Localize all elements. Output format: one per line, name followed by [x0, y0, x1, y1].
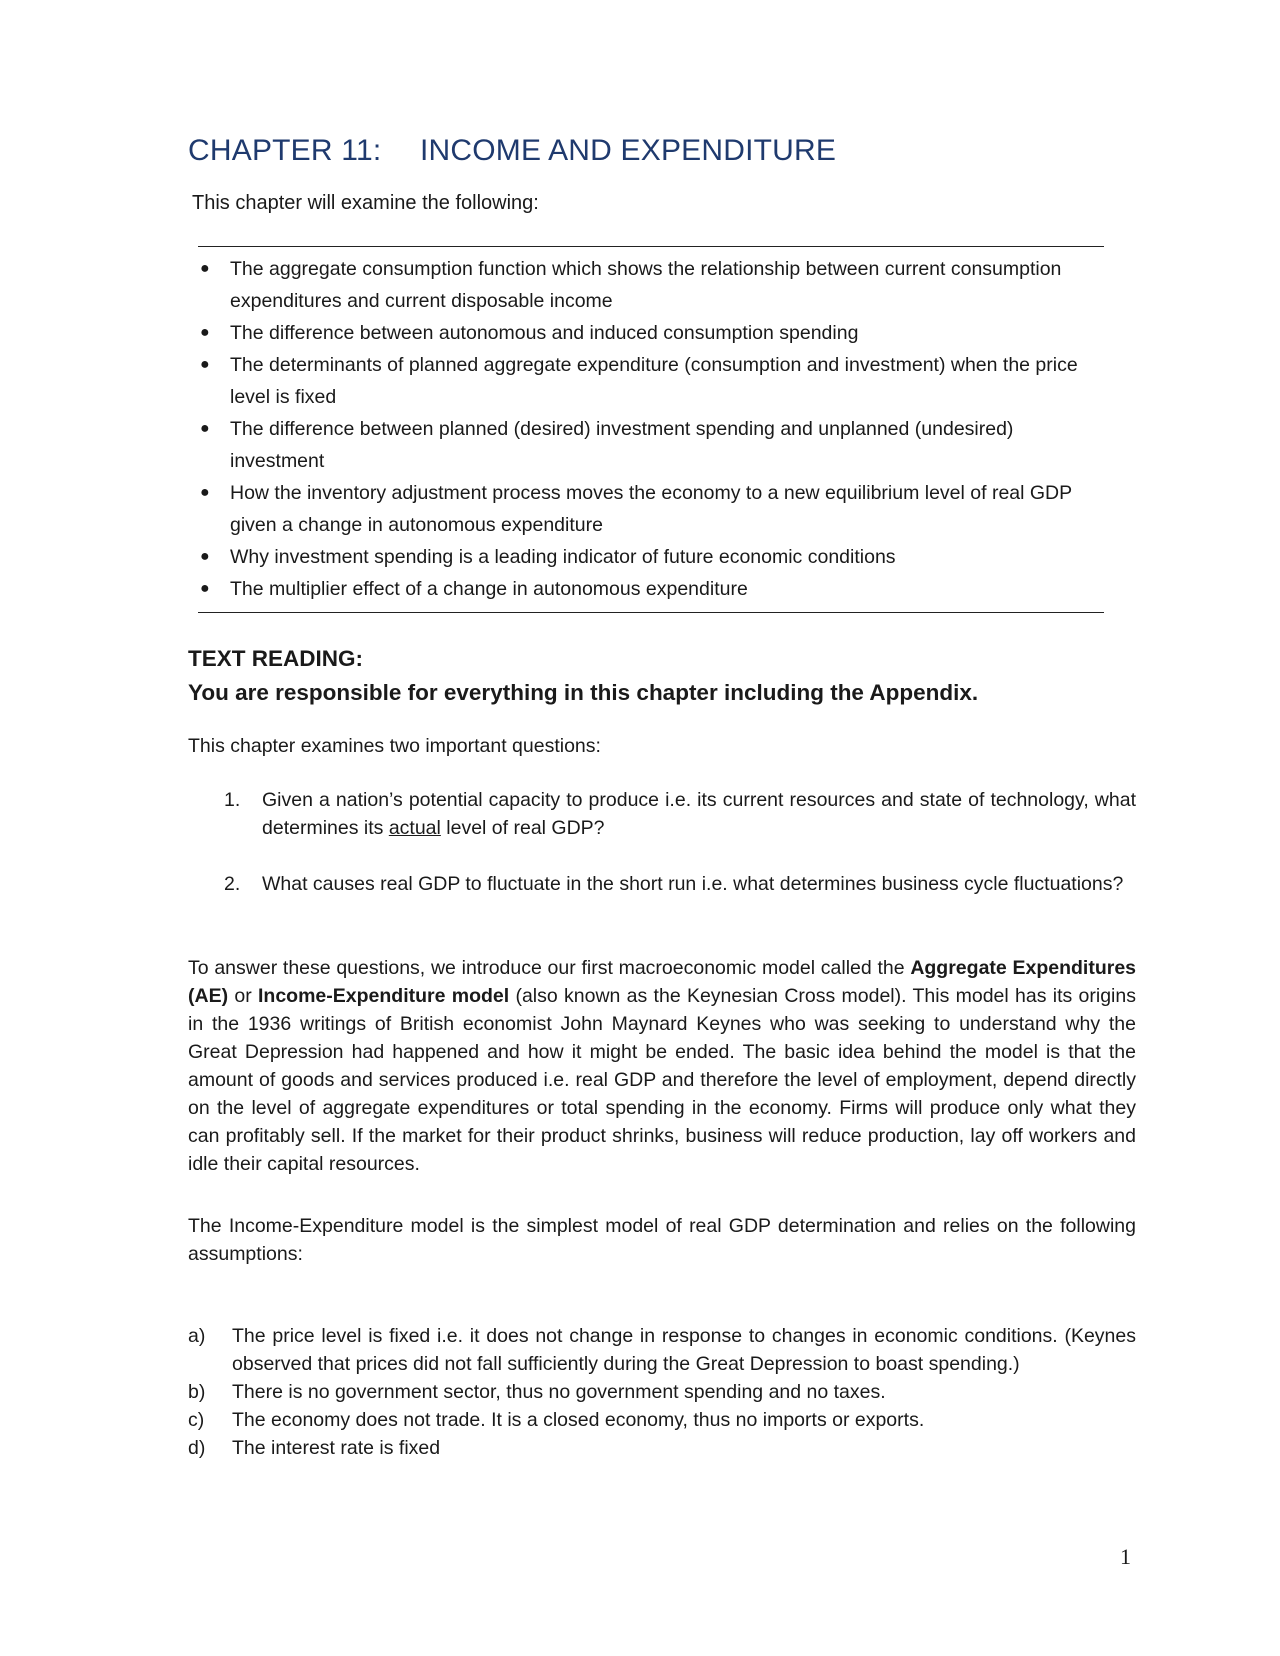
model-text: (also known as the Keynesian Cross model). This model has its origins in the 1936 writings of British economist John Maynard Keynes who was seeking to understand why the Great Depression had happened and how it might be ended. The basic idea behind the model is that the amount of goods and services produced i.e. real GDP and therefore the level of employment, depend directly on the level of aggregate expenditures or total spending in the economy. Firms will produce only what they can profitably sell. If the market for their product shrinks, business will reduce production, lay off workers and idle their capital resources. — [188, 985, 1136, 1175]
objective-item — [198, 413, 1104, 477]
text-reading-heading: TEXT READING: — [188, 646, 364, 671]
assumption-item — [188, 1322, 1136, 1378]
question-number: 2. — [224, 873, 241, 895]
bullet-icon: ● — [200, 356, 210, 373]
model-text: To answer these questions, we introduce our first macroeconomic model called the — [188, 957, 911, 979]
objectives-list — [198, 253, 1104, 605]
assumption-text: The economy does not trade. It is a closed economy, thus no imports or exports. — [232, 1409, 925, 1431]
model-paragraph — [188, 954, 1136, 1178]
questions-list — [224, 786, 1136, 898]
question-number: 1. — [224, 789, 241, 811]
objective-text: The aggregate consumption function which shows the relationship between current consumption expenditures and current disposable income — [230, 258, 1062, 312]
chapter-heading — [188, 134, 836, 168]
assumptions-list — [188, 1322, 1136, 1462]
chapter-intro: This chapter will examine the following: — [192, 192, 539, 214]
bullet-icon: ● — [200, 260, 210, 277]
questions-intro: This chapter examines two important questions: — [188, 735, 601, 757]
model-term-ae: Aggregate Expenditures (AE) — [188, 957, 1137, 1007]
assumption-item — [188, 1378, 1136, 1406]
objective-item — [198, 573, 1104, 605]
question-emphasis: actual — [388, 817, 441, 839]
question-item — [224, 870, 1136, 898]
bullet-icon: ● — [200, 420, 210, 437]
objective-item — [198, 317, 1104, 349]
assumptions-intro: The Income-Expenditure model is the simplest model of real GDP determination and relies on the following assumptions: — [188, 1215, 1136, 1265]
objectives-box — [198, 246, 1104, 613]
question-text: Given a nation’s potential capacity to produce i.e. its current resources and state of technology, what determines its — [262, 789, 1136, 839]
objective-text: How the inventory adjustment process moves the economy to a new equilibrium level of real GDP given a change in autonomous expenditure — [230, 482, 1072, 536]
text-reading-note: You are responsible for everything in this chapter including the Appendix. — [188, 680, 979, 705]
assumption-label: a) — [188, 1325, 206, 1347]
assumption-text: There is no government sector, thus no government spending and no taxes. — [232, 1381, 886, 1403]
assumption-item — [188, 1406, 1136, 1434]
objective-text: Why investment spending is a leading indicator of future economic conditions — [230, 546, 896, 568]
assumption-label: c) — [188, 1409, 205, 1431]
assumption-label: d) — [188, 1437, 206, 1459]
chapter-number: CHAPTER 11: — [188, 134, 382, 167]
objective-text: The determinants of planned aggregate expenditure (consumption and investment) when the price level is fixed — [230, 354, 1078, 408]
text-reading-section — [188, 642, 978, 710]
model-text: or — [228, 985, 258, 1007]
question-text-end: level of real GDP? — [440, 817, 605, 839]
model-term-income-expenditure: Income-Expenditure model — [258, 985, 510, 1007]
bullet-icon: ● — [200, 484, 210, 501]
assumption-label: b) — [188, 1381, 206, 1403]
bullet-icon: ● — [200, 548, 210, 565]
objective-text: The difference between autonomous and induced consumption spending — [230, 322, 859, 344]
bullet-icon: ● — [200, 580, 210, 597]
assumption-text: The price level is fixed i.e. it does not change in response to changes in economic conditions. (Keynes observed that prices did not fall sufficiently during the Great Depression to boast spending.) — [232, 1325, 1136, 1375]
chapter-title: INCOME AND EXPENDITURE — [420, 134, 837, 167]
objective-item — [198, 349, 1104, 413]
question-item — [224, 786, 1136, 842]
objective-text: The multiplier effect of a change in autonomous expenditure — [230, 578, 748, 600]
page-number: 1 — [1120, 1544, 1131, 1569]
objective-text: The difference between planned (desired) investment spending and unplanned (undesired) investment — [230, 418, 1014, 472]
assumption-item — [188, 1434, 1136, 1462]
assumption-text: The interest rate is fixed — [232, 1437, 441, 1459]
objective-item — [198, 477, 1104, 541]
objective-item — [198, 541, 1104, 573]
objective-item — [198, 253, 1104, 317]
question-text: What causes real GDP to fluctuate in the short run i.e. what determines business cycle fluctuations? — [262, 873, 1124, 895]
bullet-icon: ● — [200, 324, 210, 341]
